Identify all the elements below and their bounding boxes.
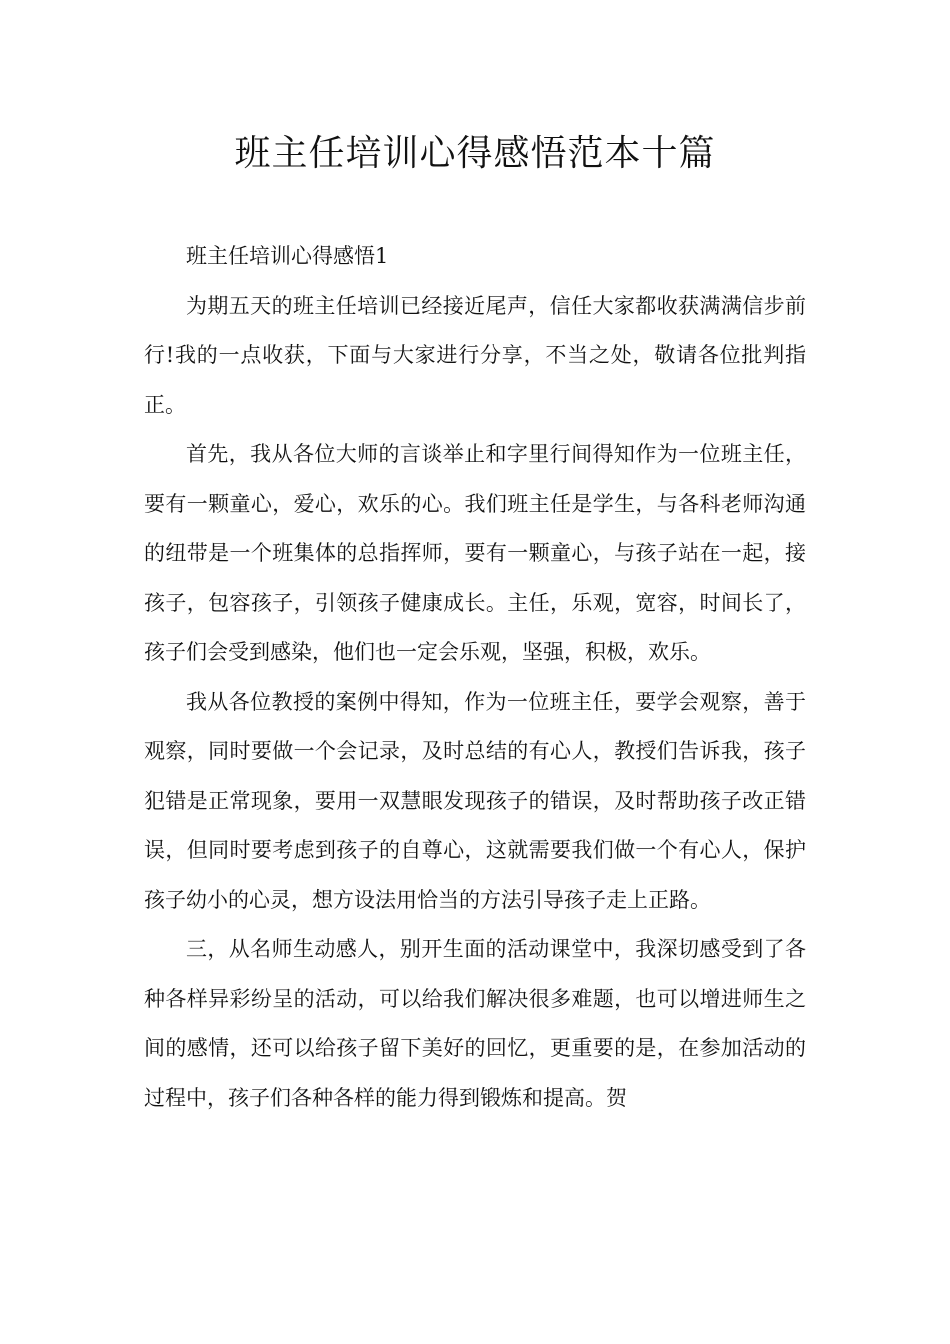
paragraph: 三，从名师生动感人，别开生面的活动课堂中，我深切感受到了各种各样异彩纷呈的活动，可以给我们解决很多难题，也可以增进师生之间的感情，还可以给孩子留下美好的回忆，更重要的是，在参加活动的过程中，孩子们各种各样的能力得到锻炼和提高。贺 [144, 937, 806, 1110]
paragraph: 首先，我从各位大师的言谈举止和字里行间得知作为一位班主任，要有一颗童心，爱心，欢乐的心。我们班主任是学生，与各科老师沟通的纽带是一个班集体的总指挥师，要有一颗童心，与孩子站在一起，接孩子，包容孩子，引领孩子健康成长。主任，乐观，宽容，时间长了，孩子们会受到感染，他们也一定会乐观，坚强，积极，欢乐。 [144, 442, 806, 664]
paragraph: 为期五天的班主任培训已经接近尾声，信任大家都收获满满信步前行!我的一点收获，下面与大家进行分享，不当之处，敬请各位批判指正。 [144, 293, 806, 417]
section-heading: 班主任培训心得感悟1 [186, 244, 389, 268]
document-body [144, 232, 806, 1123]
document-title: 班主任培训心得感悟范本十篇 [234, 133, 716, 174]
paragraph: 我从各位教授的案例中得知，作为一位班主任，要学会观察，善于观察，同时要做一个会记录，及时总结的有心人，教授们告诉我，孩子犯错是正常现象，要用一双慧眼发现孩子的错误，及时帮助孩子改正错误，但同时要考虑到孩子的自尊心，这就需要我们做一个有心人，保护孩子幼小的心灵，想方设法用恰当的方法引导孩子走上正路。 [144, 689, 806, 912]
